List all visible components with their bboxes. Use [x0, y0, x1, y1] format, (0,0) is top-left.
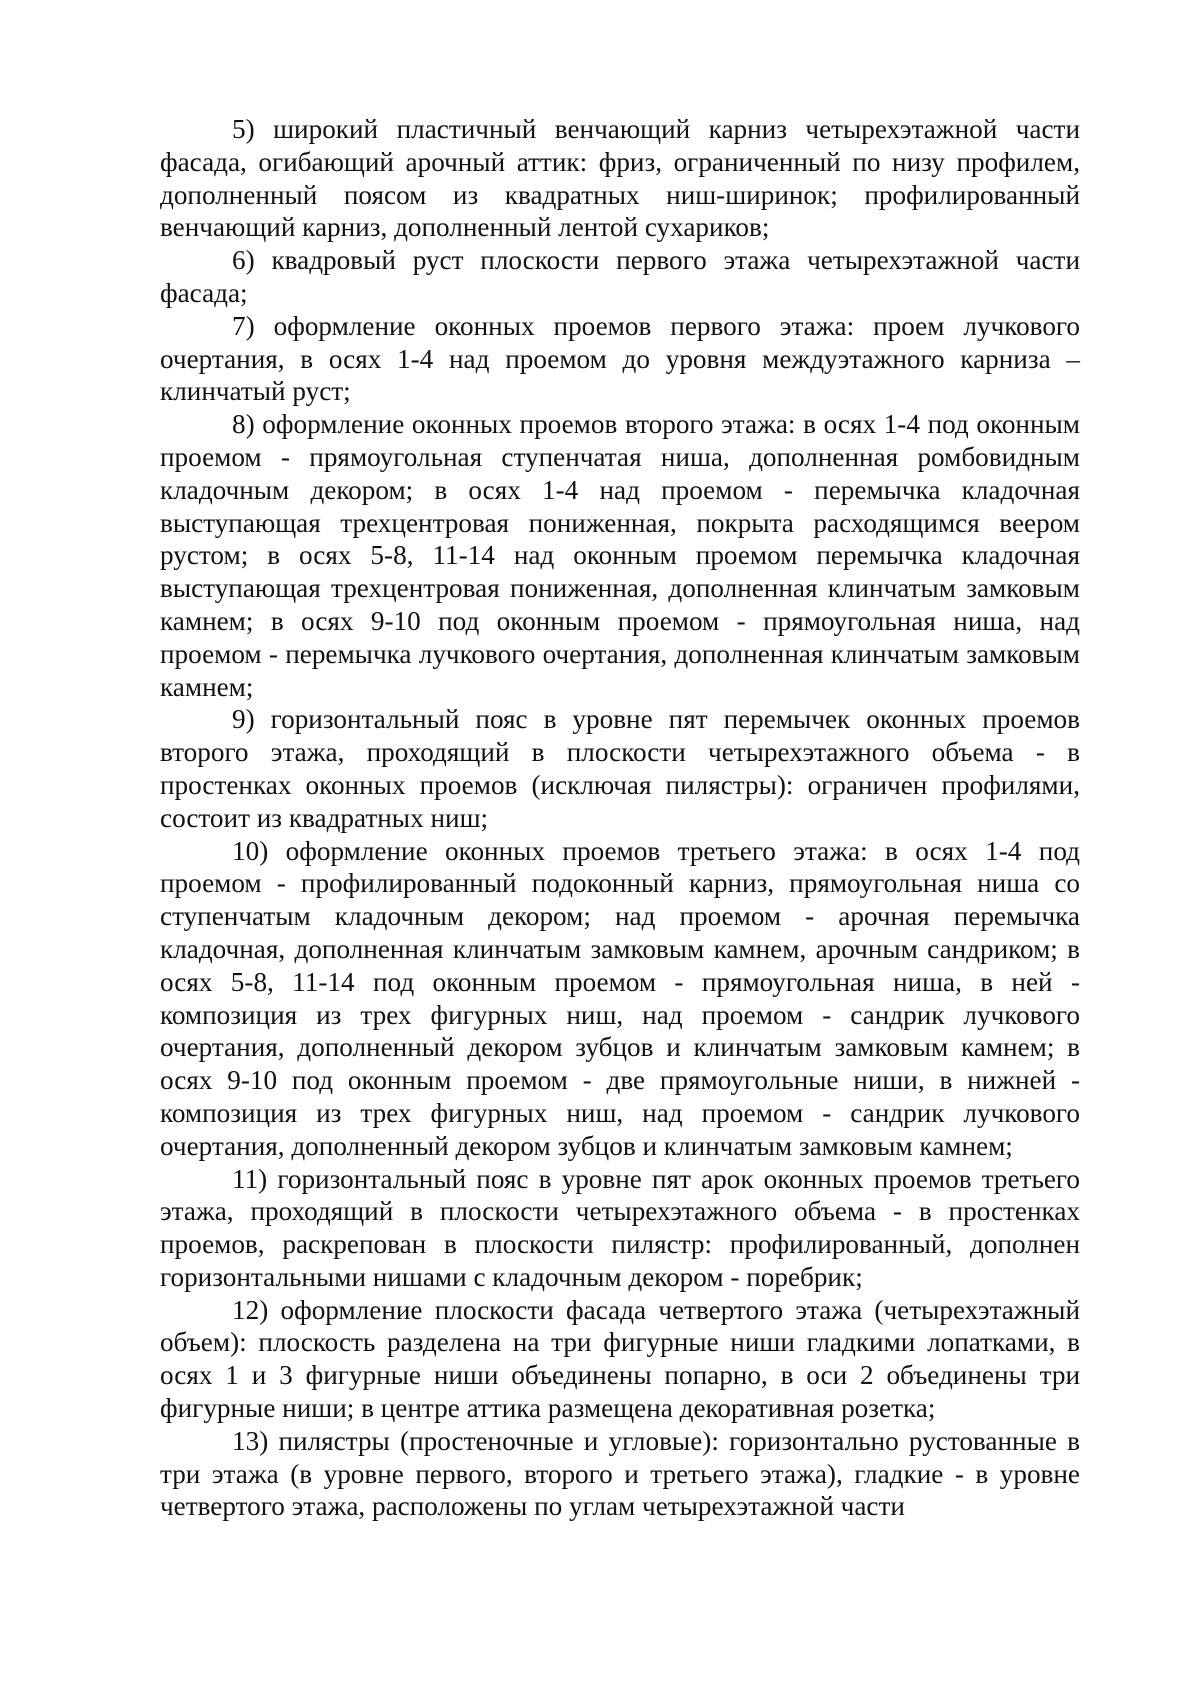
paragraph-item-13: 13) пилястры (простеночные и угловые): горизонтально рустованные в три этажа (в уровне первого, второго и третьего этажа), гладкие - в уровне четвертого этажа, расположены по углам четырехэтажной части — [160, 1425, 1080, 1522]
paragraph-item-6: 6) квадровый руст плоскости первого этажа четырехэтажной части фасада; — [160, 245, 1080, 308]
paragraph-item-7: 7) оформление оконных проемов первого этажа: проем лучкового очертания, в осях 1-4 над проемом до уровня междуэтажного карниза – клинчатый руст; — [160, 310, 1080, 407]
paragraph-item-5: 5) широкий пластичный венчающий карниз четырехэтажной части фасада, огибающий арочный аттик: фриз, ограниченный по низу профилем, дополненный поясом из квадратных ниш-ширинок; профилированный венчающий карниз, дополненный лентой сухариков; — [160, 114, 1080, 243]
paragraph-item-11: 11) горизонтальный пояс в уровне пят арок оконных проемов третьего этажа, проходящий в плоскости четырехэтажного объема - в простенках проемов, раскрепован в плоскости пилястр: профилированный, дополнен горизонтальными нишами с кладочным декором - поребрик; — [160, 1163, 1080, 1292]
paragraph-item-12: 12) оформление плоскости фасада четвертого этажа (четырехэтажный объем): плоскость разделена на три фигурные ниши гладкими лопатками, в осях 1 и 3 фигурные ниши объединены попарно, в оси 2 объединены три фигурные ниши; в центре аттика размещена декоративная розетка; — [160, 1294, 1080, 1424]
paragraph-item-10: 10) оформление оконных проемов третьего этажа: в осях 1-4 под проемом - профилированный подоконный карниз, прямоугольная ниша со ступенчатым кладочным декором; над проемом - арочная перемычка кладочная, дополненная клинчатым замковым камнем, арочным сандриком; в осях 5-8, 11-14 под оконным проемом - прямоугольная ниша, в ней - композиция из трех фигурных ниш, над проемом - сандрик лучкового очертания, дополненный декором зубцов и клинчатым замковым камнем; в осях 9-10 под оконным проемом - две прямоугольные ниши, в нижней - композиция из трех фигурных ниш, над проемом - сандрик лучкового очертания, дополненный декором зубцов и клинчатым замковым камнем; — [160, 835, 1080, 1161]
document-page — [160, 113, 1080, 1653]
paragraph-item-9: 9) горизонтальный пояс в уровне пят перемычек оконных проемов второго этажа, проходящий в плоскости четырехэтажного объема - в простенках оконных проемов (исключая пилястры): ограничен профилями, состоит из квадратных ниш; — [160, 704, 1080, 833]
paragraph-item-8: 8) оформление оконных проемов второго этажа: в осях 1-4 под оконным проемом - прямоугольная ступенчатая ниша, дополненная ромбовидным кладочным декором; в осях 1-4 над проемом - перемычка кладочная выступающая трехцентровая пониженная, покрыта расходящимся веером рустом; в осях 5-8, 11-14 над оконным проемом перемычка кладочная выступающая трехцентровая пониженная, дополненная клинчатым замковым камнем; в осях 9-10 под оконным проемом - прямоугольная ниша, над проемом - перемычка лучкового очертания, дополненная клинчатым замковым камнем; — [160, 409, 1080, 702]
